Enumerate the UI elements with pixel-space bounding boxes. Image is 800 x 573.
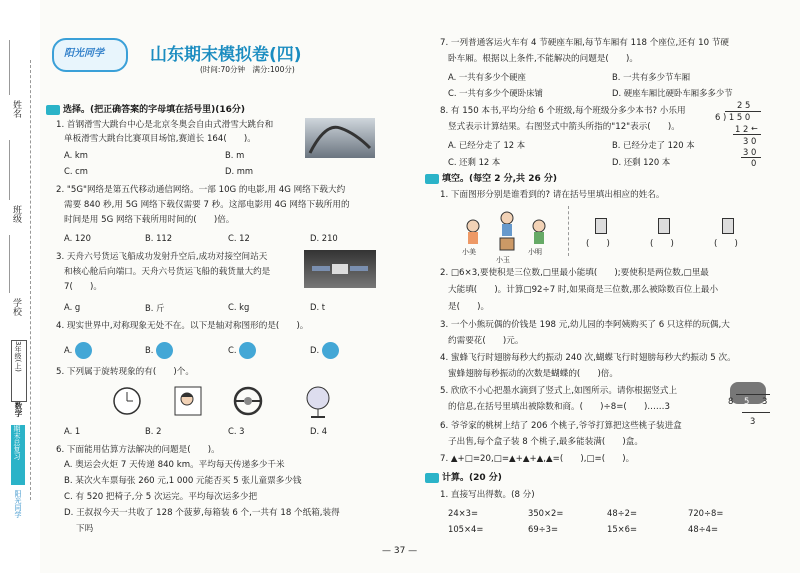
vehicle-sign-icon bbox=[156, 342, 173, 359]
publisher-text: 阳光同学 bbox=[14, 490, 22, 518]
f3-line2: 约需要花( )元。 bbox=[448, 336, 524, 346]
q1-option-c: C. cm bbox=[64, 166, 88, 176]
div-arrow-icon: ← bbox=[751, 124, 758, 133]
calc-r1-2: 350×2= bbox=[528, 508, 564, 518]
f6-line2: 子出售,每个盒子装 8 个桃子,最多能装满( )盒。 bbox=[448, 437, 643, 447]
calc-r2-3: 15×6= bbox=[607, 524, 638, 534]
section-icon bbox=[425, 473, 439, 483]
q5-option-c: C. 3 bbox=[228, 426, 245, 436]
cup-view-3 bbox=[722, 218, 734, 234]
q6-option-d-line1: D. 王叔叔今天一共收了 128 个菠萝,每箱装 6 个,一共有 18 个纸箱,装得 bbox=[64, 508, 340, 518]
ink-digit-3a: 3 bbox=[762, 396, 768, 406]
calc-r1-1: 24×3= bbox=[448, 508, 479, 518]
f2-line2: 大能填( )。计算□92÷7 时,如果商是三位数,那么被除数百位上最小 bbox=[448, 285, 719, 295]
class-line bbox=[9, 140, 10, 200]
q6-option-b: B. 某次火车票每张 260 元,1 000 元能否买 5 张儿童票多少钱 bbox=[64, 476, 302, 486]
answer-blank-3: ( ) bbox=[714, 239, 738, 249]
q2-option-b: B. 112 bbox=[145, 233, 173, 243]
q4-a-label: A. bbox=[64, 345, 73, 355]
f2-line3: 是( )。 bbox=[448, 302, 490, 312]
q6-option-d-line2: 下吗 bbox=[76, 524, 94, 534]
exam-info: (时间:70分钟 满分:100分) bbox=[200, 65, 295, 74]
q2-option-c: C. 12 bbox=[228, 233, 250, 243]
answer-blank-2: ( ) bbox=[650, 239, 674, 249]
name-label: 姓名 bbox=[11, 100, 21, 118]
logo bbox=[52, 38, 128, 72]
calc-r1-4: 720÷8= bbox=[688, 508, 724, 518]
q6-line1: 6. 下面能用估算方法解决的问题是( )。 bbox=[56, 445, 220, 455]
q1-option-d: D. mm bbox=[225, 166, 254, 176]
grade-badge bbox=[11, 340, 27, 402]
q7-option-c: C. 一共有多少个硬卧床铺 bbox=[448, 88, 543, 98]
q2-line1: 2. "5G"网络是第五代移动通信网络。一部 10G 的电影,用 4G 网络下载大约 bbox=[56, 185, 346, 195]
q4-line1: 4. 现实世界中,对称现象无处不在。以下是轴对称图形的是( )。 bbox=[56, 321, 309, 331]
q1-line1: 1. 首钢滑雪大跳台中心是北京冬奥会自由式滑雪大跳台和 bbox=[56, 120, 274, 130]
child-name-1: 小美 bbox=[462, 248, 476, 256]
calc-r2-1: 105×4= bbox=[448, 524, 484, 534]
f2-line1: 2. □6×3,要使积是三位数,□里最小能填( );要使积是两位数,□里最 bbox=[440, 268, 709, 278]
q1-option-a: A. km bbox=[64, 150, 88, 160]
q7-option-d: D. 硬座车厢比硬卧车厢多多少节 bbox=[612, 88, 733, 98]
grade-text: 3年级(上) bbox=[14, 341, 22, 372]
q4-d-label: D. bbox=[310, 345, 320, 355]
q5-option-b: B. 2 bbox=[145, 426, 162, 436]
fan-icon bbox=[303, 385, 333, 423]
div-sub2: 3 0 bbox=[743, 147, 757, 157]
binding-dashed-line bbox=[30, 60, 31, 500]
clock-icon bbox=[112, 385, 142, 421]
f4-line2: 蜜蜂翅膀每秒振动的次数是蝴蝶的( )倍。 bbox=[448, 369, 618, 379]
steering-wheel-icon bbox=[232, 385, 264, 421]
girl-window-icon bbox=[173, 385, 203, 421]
div-rem2: 0 bbox=[751, 158, 757, 168]
q7-line1: 7. 一列普通客运火车有 4 节硬座车厢,每节车厢有 118 个座位,还有 10 节硬 bbox=[440, 38, 730, 48]
section-icon bbox=[425, 174, 439, 184]
cup-view-1 bbox=[595, 218, 607, 234]
q6-option-c: C. 有 520 把椅子,分 5 次运完。平均每次运多少把 bbox=[64, 492, 258, 502]
ink-line-2 bbox=[742, 412, 770, 413]
f3-line1: 3. 一个小熊玩偶的价钱是 198 元,幼儿园的李阿姨购买了 6 只这样的玩偶,大 bbox=[440, 320, 730, 330]
page-number: — 37 — bbox=[382, 546, 418, 556]
spacecraft-photo bbox=[304, 250, 376, 288]
calc-r2-2: 69÷3= bbox=[528, 524, 559, 534]
q3-option-b: B. 斤 bbox=[145, 303, 165, 313]
section-choice bbox=[46, 104, 245, 116]
q8-option-c: C. 还剩 12 本 bbox=[448, 157, 501, 167]
ski-jump-photo bbox=[305, 118, 375, 158]
calc-r2-4: 48÷4= bbox=[688, 524, 719, 534]
q4-c-label: C. bbox=[228, 345, 237, 355]
f4-line1: 4. 蜜蜂飞行时翅膀每秒大约振动 240 次,蝴蝶飞行时翅膀每秒大约振动 5 次。 bbox=[440, 353, 736, 363]
f5-line2: 的信息,在括号里填出被除数和商。( )÷8=( )……3 bbox=[448, 402, 670, 412]
section-icon bbox=[46, 105, 60, 115]
q6-option-a: A. 奥运会火炬 7 天传递 840 km。平均每天传递多少千米 bbox=[64, 460, 285, 470]
class-label: 班级 bbox=[11, 205, 21, 223]
div-rem1: 3 0 bbox=[743, 136, 757, 146]
q8-line2: 竖式表示计算结果。右图竖式中箭头所指的"12"表示( )。 bbox=[448, 122, 680, 132]
section-calc bbox=[425, 472, 502, 484]
school-label: 学校 bbox=[11, 298, 21, 316]
div-line-2 bbox=[733, 134, 761, 135]
calc-heading: 1. 直接写出得数。(8 分) bbox=[440, 490, 535, 500]
turn-arrow-icon bbox=[322, 342, 339, 359]
binding-sidebar bbox=[0, 0, 40, 573]
div-dividend: 6 ) 1 5 0 bbox=[715, 112, 751, 122]
long-division bbox=[715, 100, 765, 168]
q2-line2: 需要 840 秒,用 5G 网络下载仅需要 7 秒。这部电影用 4G 网络下载所用的 bbox=[64, 200, 350, 210]
q8-option-a: A. 已经分走了 12 本 bbox=[448, 140, 526, 150]
car-sign-icon bbox=[239, 342, 256, 359]
ink-divisor: 8 bbox=[728, 396, 734, 406]
section-choice-title: 选择。(把正确答案的字母填在括号里)(16分) bbox=[63, 105, 245, 115]
school-line bbox=[9, 235, 10, 293]
f6-line1: 6. 爷爷家的桃树上结了 206 个桃子,爷爷打算把这些桃子装进盒 bbox=[440, 421, 682, 431]
q4-option-b bbox=[145, 342, 173, 359]
cup-view-2 bbox=[658, 218, 670, 234]
q3-line2: 和核心舱后向端口。天舟六号货运飞船的载货量大约是 bbox=[64, 267, 271, 277]
q3-option-c: C. kg bbox=[228, 302, 250, 312]
q5-option-d: D. 4 bbox=[310, 426, 328, 436]
ink-digit-5: 5 bbox=[744, 396, 750, 406]
name-line bbox=[9, 40, 10, 95]
q4-b-label: B. bbox=[145, 345, 154, 355]
dashed-separator bbox=[568, 206, 569, 256]
f5-line1: 5. 欣欣不小心把墨水滴到了竖式上,如图所示。请你根据竖式上 bbox=[440, 386, 678, 396]
q7-line2: 卧车厢。根据以上条件,不能解决的问题是( )。 bbox=[448, 54, 638, 64]
calc-r1-3: 48÷2= bbox=[607, 508, 638, 518]
section-fill bbox=[425, 173, 557, 185]
series-text: 期末总复习 bbox=[13, 425, 21, 460]
ink-line bbox=[736, 394, 770, 395]
page-title: 山东期末模拟卷(四) bbox=[150, 45, 302, 65]
q8-option-b: B. 已经分走了 120 本 bbox=[612, 140, 695, 150]
series-badge bbox=[11, 425, 25, 485]
subject-text: 数学 bbox=[14, 402, 23, 417]
div-sub1: 1 2 bbox=[735, 124, 749, 134]
logo-text: 阳光同学 bbox=[64, 48, 104, 59]
q4-option-a bbox=[64, 342, 92, 359]
q5-line1: 5. 下列属于旋转现象的有( )个。 bbox=[56, 367, 194, 377]
q3-option-a: A. g bbox=[64, 302, 81, 312]
f1-line1: 1. 下面图形分别是谁看到的? 请在括号里填出相应的姓名。 bbox=[440, 190, 665, 200]
section-fill-title: 填空。(每空 2 分,共 26 分) bbox=[442, 174, 557, 184]
q2-line3: 时间是用 5G 网络下载所用时间的( )倍。 bbox=[64, 215, 235, 225]
ink-division bbox=[728, 382, 773, 430]
q1-line2: 单板滑雪大跳台比赛项目场馆,赛道长 164( )。 bbox=[64, 134, 256, 144]
recycle-icon bbox=[75, 342, 92, 359]
child-name-2: 小玉 bbox=[496, 256, 510, 264]
div-line-top bbox=[725, 111, 761, 112]
q1-option-b: B. m bbox=[225, 150, 245, 160]
q7-option-b: B. 一共有多少节车厢 bbox=[612, 72, 691, 82]
q3-option-d: D. t bbox=[310, 302, 326, 312]
answer-blank-1: ( ) bbox=[586, 239, 610, 249]
q2-option-d: D. 210 bbox=[310, 233, 338, 243]
q5-option-a: A. 1 bbox=[64, 426, 81, 436]
q2-option-a: A. 120 bbox=[64, 233, 91, 243]
q7-option-a: A. 一共有多少个硬座 bbox=[448, 72, 526, 82]
q4-option-d bbox=[310, 342, 339, 359]
q8-option-d: D. 还剩 120 本 bbox=[612, 157, 671, 167]
f7-line1: 7. ▲+□=20,□=▲+▲+▲,▲=( ),□=( )。 bbox=[440, 454, 635, 464]
section-calc-title: 计算。(20 分) bbox=[442, 473, 502, 483]
q3-line3: 7( )。 bbox=[64, 282, 102, 292]
child-name-3: 小明 bbox=[528, 248, 542, 256]
q4-option-c bbox=[228, 342, 256, 359]
div-quotient: 2 5 bbox=[737, 100, 751, 110]
q8-line1: 8. 有 150 本书,平均分给 6 个班级,每个班级分多少本书? 小乐用 bbox=[440, 106, 686, 116]
ink-remainder: 3 bbox=[750, 416, 756, 426]
q3-line1: 3. 天舟六号货运飞船成功发射升空后,成功对接空间站天 bbox=[56, 252, 268, 262]
